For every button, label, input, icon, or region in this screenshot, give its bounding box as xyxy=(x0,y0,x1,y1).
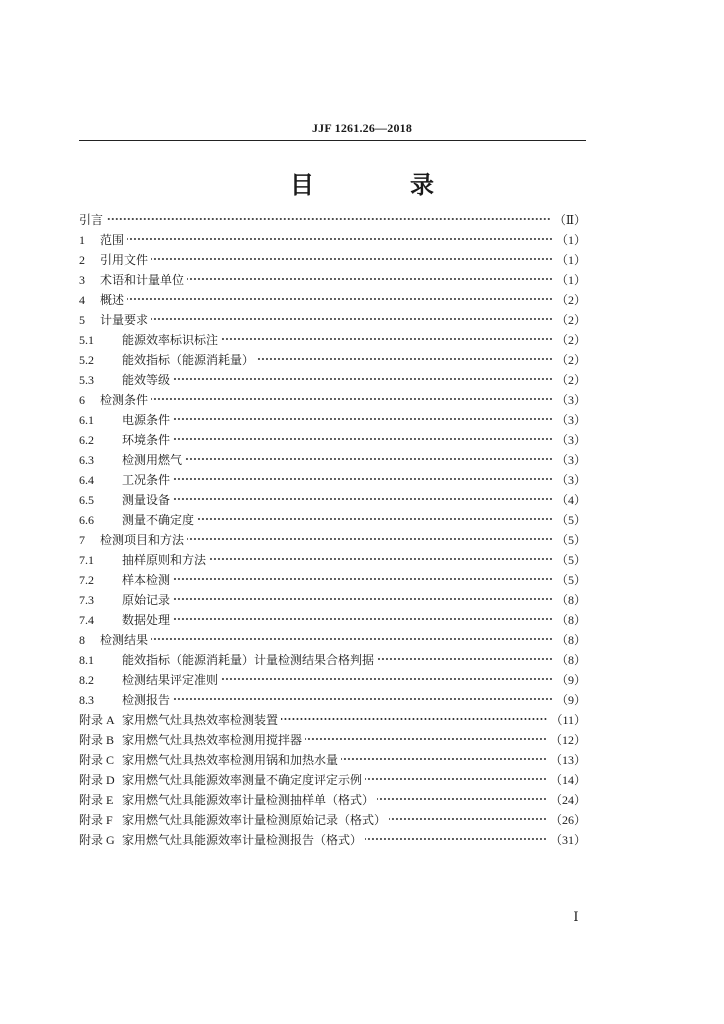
toc-entry-page: （1） xyxy=(555,273,586,287)
toc-entry-number: 5 xyxy=(79,313,85,327)
table-of-contents xyxy=(79,210,586,850)
toc-entry[interactable] xyxy=(79,590,586,610)
toc-entry[interactable] xyxy=(79,770,586,790)
toc-entry-title: 原始记录 xyxy=(122,593,171,607)
dot-leader xyxy=(173,417,553,421)
toc-entry-title: 能效指标（能源消耗量）计量检测结果合格判据 xyxy=(122,653,375,667)
toc-entry-title: 检测用燃气 xyxy=(122,453,183,467)
toc-entry[interactable] xyxy=(79,650,586,670)
standard-code-header: JJF 1261.26—2018 xyxy=(311,121,413,135)
dot-leader xyxy=(187,277,553,281)
toc-entry-title: 引用文件 xyxy=(100,253,149,267)
toc-entry-page: （1） xyxy=(555,253,586,267)
toc-entry-title: 检测报告 xyxy=(122,693,171,707)
toc-entry-title: 家用燃气灶具热效率检测装置 xyxy=(122,713,279,727)
toc-entry[interactable] xyxy=(79,390,586,410)
toc-entry-page: （3） xyxy=(555,453,586,467)
dot-leader xyxy=(389,817,547,821)
dot-leader xyxy=(173,597,553,601)
toc-entry-page: （12） xyxy=(549,733,586,747)
toc-entry[interactable] xyxy=(79,670,586,690)
toc-entry-title: 检测条件 xyxy=(100,393,149,407)
toc-entry-number: 6.1 xyxy=(79,413,94,427)
toc-entry[interactable] xyxy=(79,250,586,270)
toc-entry-number: 附录 G xyxy=(79,833,115,847)
toc-entry-page: （2） xyxy=(555,293,586,307)
toc-entry-number: 6.2 xyxy=(79,433,94,447)
dot-leader xyxy=(377,657,553,661)
toc-entry-page: （3） xyxy=(555,393,586,407)
dot-leader xyxy=(197,517,553,521)
toc-entry-number: 5.3 xyxy=(79,373,94,387)
toc-entry-page: （3） xyxy=(555,433,586,447)
toc-entry[interactable] xyxy=(79,510,586,530)
dot-leader xyxy=(281,717,547,721)
toc-entry-page: （26） xyxy=(549,813,586,827)
toc-entry-page: （2） xyxy=(555,313,586,327)
toc-entry-number: 附录 D xyxy=(79,773,115,787)
toc-entry[interactable] xyxy=(79,610,586,630)
toc-entry-title: 引言 xyxy=(79,213,104,227)
dot-leader xyxy=(173,577,553,581)
toc-entry-title: 计量要求 xyxy=(100,313,149,327)
toc-entry-page: （Ⅱ） xyxy=(553,213,586,227)
toc-entry-title: 家用燃气灶具能源效率测量不确定度评定示例 xyxy=(122,773,363,787)
toc-entry-title: 术语和计量单位 xyxy=(100,273,185,287)
dot-leader xyxy=(151,637,553,641)
toc-entry-number: 6.6 xyxy=(79,513,94,527)
toc-entry-title: 数据处理 xyxy=(122,613,171,627)
toc-entry[interactable] xyxy=(79,530,586,550)
toc-entry-title: 家用燃气灶具热效率检测用搅拌器 xyxy=(122,733,303,747)
toc-entry-number: 7.1 xyxy=(79,553,94,567)
toc-entry-page: （5） xyxy=(555,513,586,527)
toc-entry[interactable] xyxy=(79,730,586,750)
dot-leader xyxy=(173,697,553,701)
toc-entry-title: 能效指标（能源消耗量） xyxy=(122,353,255,367)
toc-entry-number: 5.2 xyxy=(79,353,94,367)
toc-entry-title: 样本检测 xyxy=(122,573,171,587)
toc-entry-page: （9） xyxy=(555,673,586,687)
toc-entry-number: 附录 E xyxy=(79,793,114,807)
toc-entry-page: （4） xyxy=(555,493,586,507)
toc-entry-title: 检测项目和方法 xyxy=(100,533,185,547)
toc-entry-title: 测量设备 xyxy=(122,493,171,507)
toc-entry-page: （2） xyxy=(555,373,586,387)
toc-entry-number: 附录 A xyxy=(79,713,115,727)
toc-entry-title: 概述 xyxy=(100,293,125,307)
toc-entry[interactable] xyxy=(79,470,586,490)
page-title: 目 录 xyxy=(290,171,470,199)
toc-entry-title: 检测结果评定准则 xyxy=(122,673,219,687)
dot-leader xyxy=(151,317,553,321)
toc-entry[interactable] xyxy=(79,210,586,230)
toc-entry-page: （2） xyxy=(555,333,586,347)
toc-entry-page: （2） xyxy=(555,353,586,367)
toc-entry-title: 范围 xyxy=(100,233,125,247)
toc-entry-title: 检测结果 xyxy=(100,633,149,647)
page-number: Ⅰ xyxy=(573,909,579,924)
toc-entry-page: （8） xyxy=(555,613,586,627)
toc-entry-page: （8） xyxy=(555,633,586,647)
dot-leader xyxy=(106,217,551,221)
toc-entry-page: （3） xyxy=(555,413,586,427)
toc-entry-title: 能效等级 xyxy=(122,373,171,387)
toc-entry[interactable] xyxy=(79,790,586,810)
dot-leader xyxy=(365,837,547,841)
toc-entry-page: （1） xyxy=(555,233,586,247)
toc-entry-number: 附录 C xyxy=(79,753,115,767)
toc-entry[interactable] xyxy=(79,570,586,590)
dot-leader xyxy=(221,677,553,681)
toc-entry-number: 8.3 xyxy=(79,693,94,707)
toc-entry[interactable] xyxy=(79,410,586,430)
toc-entry[interactable] xyxy=(79,430,586,450)
toc-entry-page: （11） xyxy=(550,713,586,727)
dot-leader xyxy=(173,437,553,441)
toc-entry-page: （8） xyxy=(555,653,586,667)
toc-entry-number: 6.5 xyxy=(79,493,94,507)
toc-entry[interactable] xyxy=(79,270,586,290)
toc-entry-page: （8） xyxy=(555,593,586,607)
toc-entry-number: 8 xyxy=(79,633,85,647)
toc-entry-number: 7.2 xyxy=(79,573,94,587)
dot-leader xyxy=(173,497,553,501)
toc-entry-page: （24） xyxy=(549,793,586,807)
toc-entry-title: 环境条件 xyxy=(122,433,171,447)
toc-entry[interactable] xyxy=(79,710,586,730)
toc-entry-number: 2 xyxy=(79,253,85,267)
toc-entry-title: 家用燃气灶具能源效率计量检测抽样单（格式） xyxy=(122,793,375,807)
toc-entry-title: 家用燃气灶具热效率检测用锅和加热水量 xyxy=(122,753,339,767)
toc-entry-title: 家用燃气灶具能源效率计量检测原始记录（格式） xyxy=(122,813,387,827)
header-rule xyxy=(79,140,586,141)
toc-entry-page: （5） xyxy=(555,533,586,547)
toc-entry[interactable] xyxy=(79,630,586,650)
toc-entry-number: 附录 F xyxy=(79,813,113,827)
dot-leader xyxy=(377,797,547,801)
toc-entry[interactable] xyxy=(79,550,586,570)
toc-entry-page: （5） xyxy=(555,573,586,587)
toc-entry-number: 1 xyxy=(79,233,85,247)
toc-entry[interactable] xyxy=(79,490,586,510)
toc-entry[interactable] xyxy=(79,450,586,470)
toc-entry[interactable] xyxy=(79,830,586,850)
toc-entry[interactable] xyxy=(79,690,586,710)
toc-entry-title: 能源效率标识标注 xyxy=(122,333,219,347)
toc-entry-number: 6.3 xyxy=(79,453,94,467)
toc-entry-number: 6 xyxy=(79,393,85,407)
toc-entry-page: （14） xyxy=(549,773,586,787)
toc-entry[interactable] xyxy=(79,370,586,390)
toc-entry-page: （3） xyxy=(555,473,586,487)
toc-entry-page: （13） xyxy=(549,753,586,767)
toc-entry[interactable] xyxy=(79,750,586,770)
dot-leader xyxy=(209,557,553,561)
dot-leader xyxy=(221,337,553,341)
dot-leader xyxy=(173,377,553,381)
dot-leader xyxy=(305,737,547,741)
toc-entry-number: 3 xyxy=(79,273,85,287)
toc-entry-title: 电源条件 xyxy=(122,413,171,427)
toc-entry[interactable] xyxy=(79,810,586,830)
dot-leader xyxy=(185,457,553,461)
toc-entry[interactable] xyxy=(79,290,586,310)
toc-entry-title: 抽样原则和方法 xyxy=(122,553,207,567)
dot-leader xyxy=(127,237,553,241)
toc-entry-number: 5.1 xyxy=(79,333,94,347)
toc-entry-number: 4 xyxy=(79,293,85,307)
toc-entry[interactable] xyxy=(79,230,586,250)
toc-entry[interactable] xyxy=(79,350,586,370)
toc-entry-number: 附录 B xyxy=(79,733,115,747)
toc-entry-number: 7.3 xyxy=(79,593,94,607)
toc-entry-number: 8.2 xyxy=(79,673,94,687)
toc-entry-number: 7 xyxy=(79,533,85,547)
toc-entry-number: 6.4 xyxy=(79,473,94,487)
toc-entry-number: 8.1 xyxy=(79,653,94,667)
dot-leader xyxy=(257,357,553,361)
dot-leader xyxy=(151,257,553,261)
toc-entry-number: 7.4 xyxy=(79,613,94,627)
dot-leader xyxy=(187,537,553,541)
toc-entry[interactable] xyxy=(79,330,586,350)
dot-leader xyxy=(151,397,553,401)
dot-leader xyxy=(173,617,553,621)
toc-entry-page: （5） xyxy=(555,553,586,567)
toc-entry[interactable] xyxy=(79,310,586,330)
toc-entry-page: （9） xyxy=(555,693,586,707)
dot-leader xyxy=(341,757,547,761)
toc-entry-title: 测量不确定度 xyxy=(122,513,195,527)
dot-leader xyxy=(173,477,553,481)
dot-leader xyxy=(365,777,547,781)
toc-entry-title: 家用燃气灶具能源效率计量检测报告（格式） xyxy=(122,833,363,847)
toc-entry-page: （31） xyxy=(549,833,586,847)
dot-leader xyxy=(127,297,553,301)
toc-entry-title: 工况条件 xyxy=(122,473,171,487)
